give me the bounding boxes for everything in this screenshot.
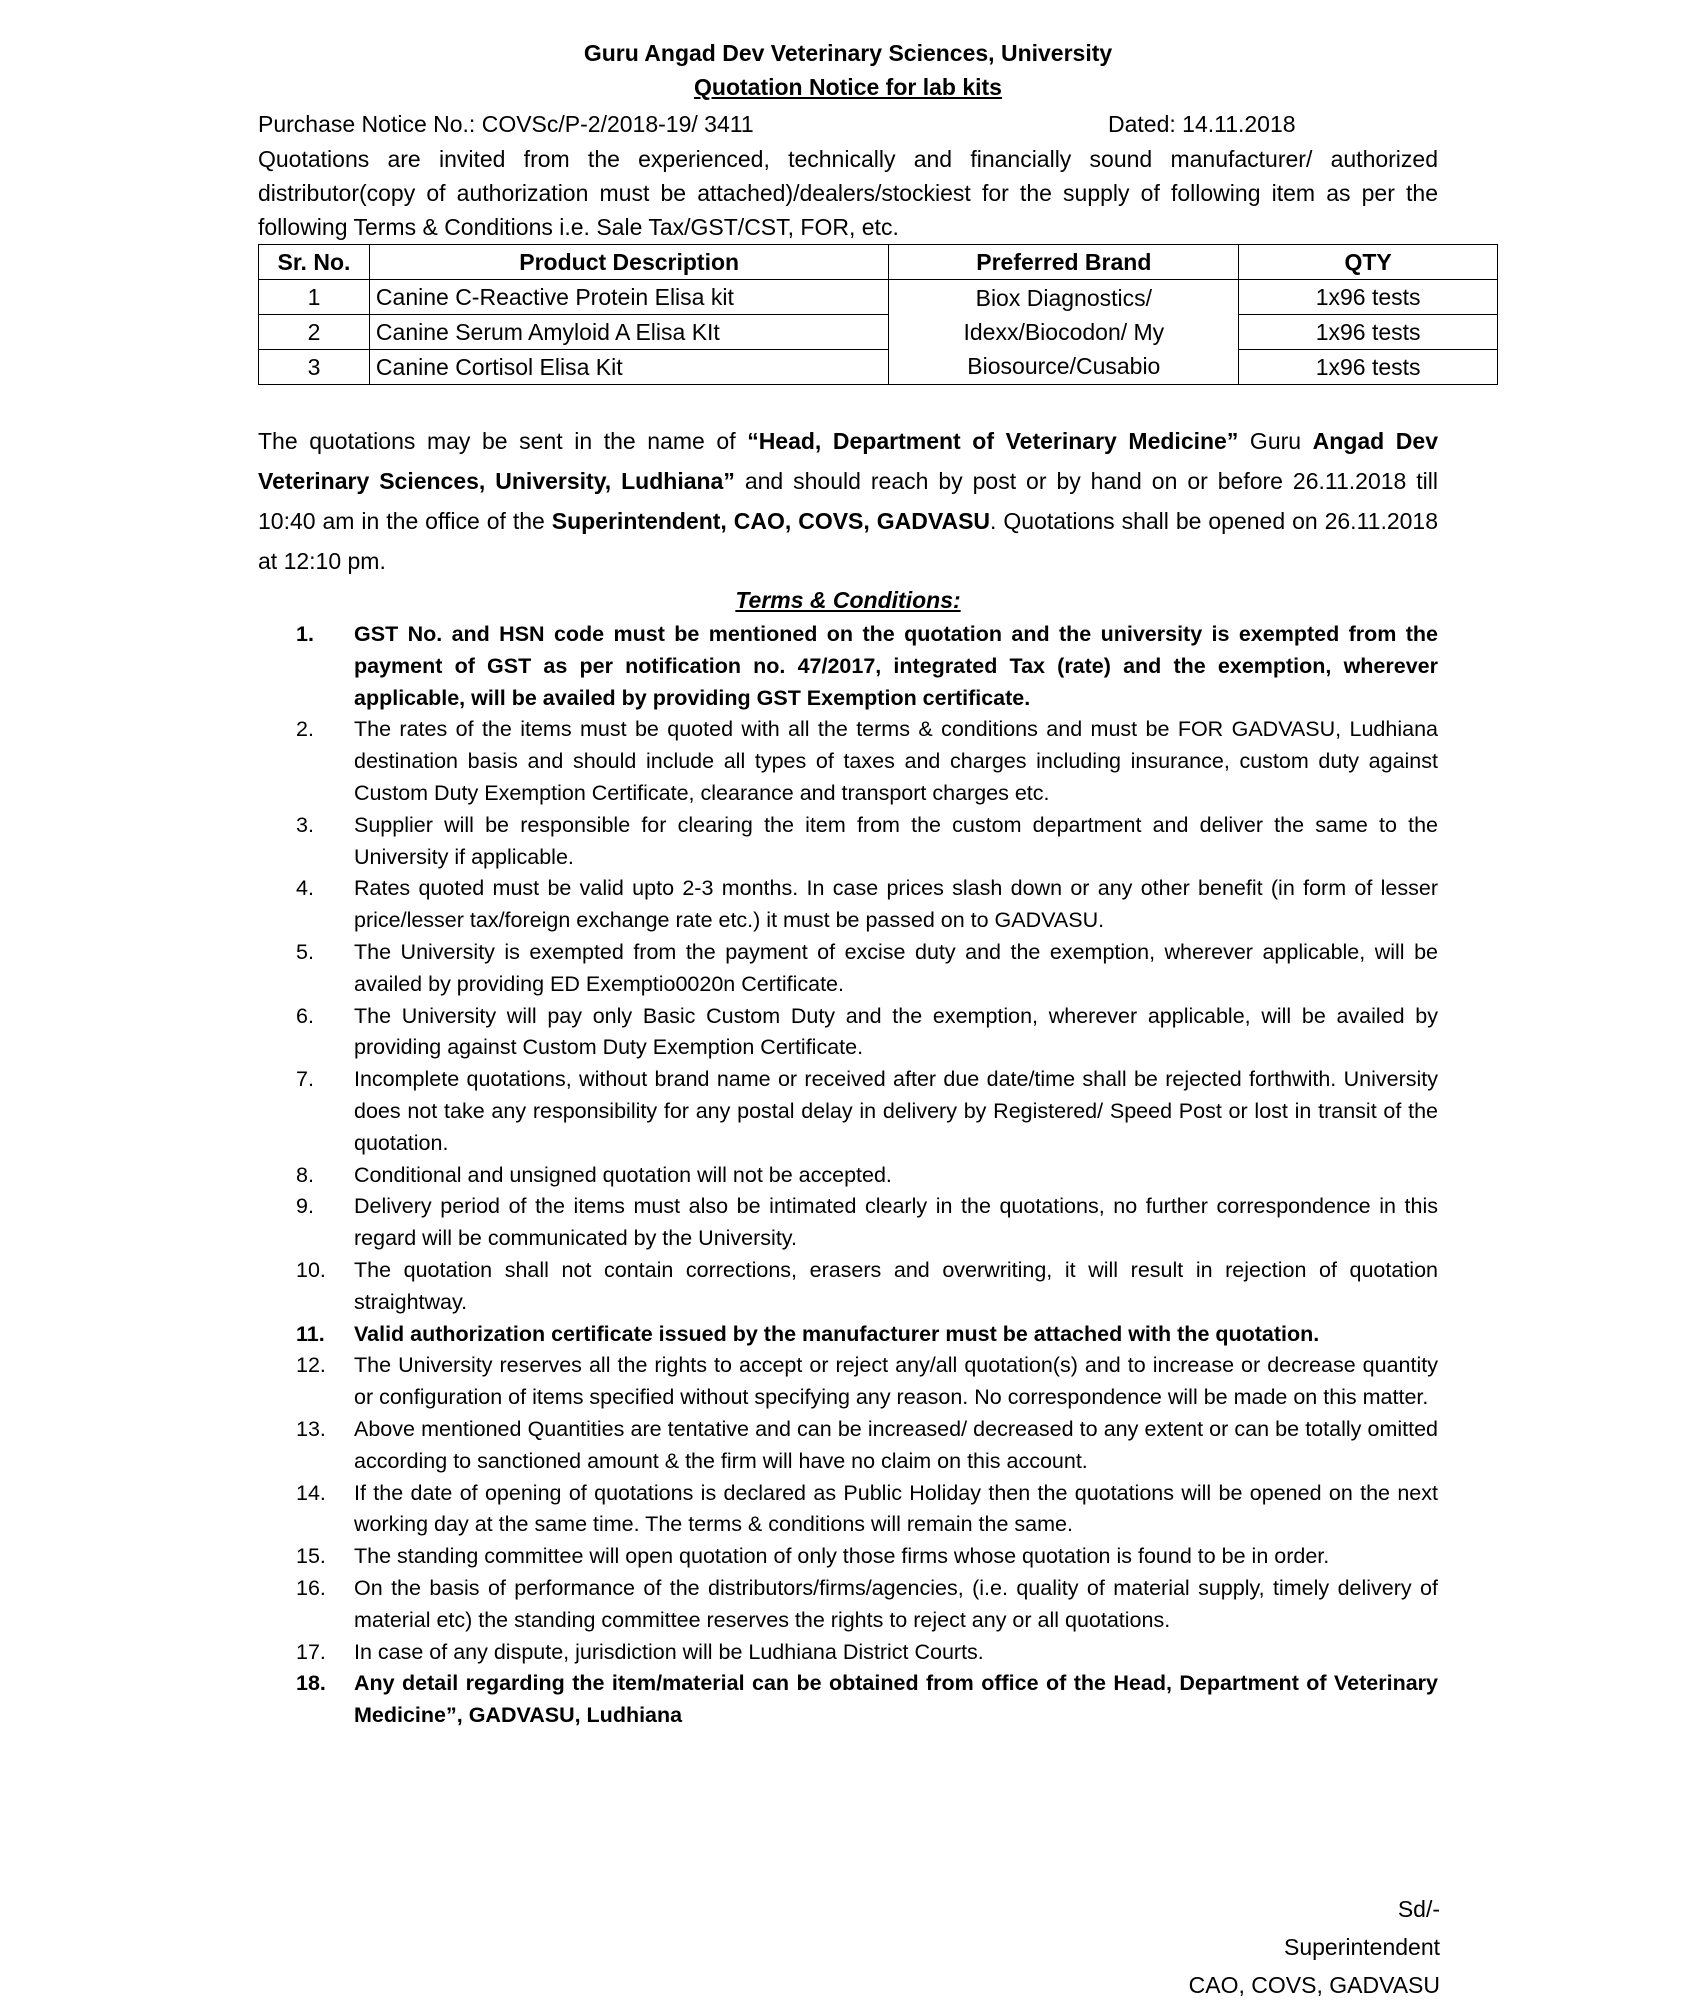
body-bold-text: Superintendent, CAO, COVS, GADVASU — [551, 508, 991, 534]
signature-block — [1100, 1890, 1440, 2004]
table-row — [259, 350, 1498, 385]
terms-item-text: The University is exempted from the payment of excise duty and the exemption, wherever applicable, will be availed by providing ED Exemptio0020n Certificate. — [354, 939, 1438, 996]
terms-item — [258, 1668, 1438, 1732]
col-header-product-description: Product Description — [369, 245, 889, 280]
table-header-row — [259, 245, 1498, 280]
terms-item-number: 3. — [296, 812, 314, 837]
cell-product-description: Canine Serum Amyloid A Elisa KIt — [369, 315, 889, 350]
notice-subtitle: Quotation Notice for lab kits — [694, 74, 1002, 100]
terms-item-text: The University reserves all the rights to accept or reject any/all quotation(s) and to increase or decrease quantity or configuration of items specified without specifying any reason. No correspondence will be made on this matter. — [354, 1353, 1438, 1410]
intro-paragraph: Quotations are invited from the experienced, technically and financially sound manufacturer/ authorized distributor(copy of authorization must be attached)/dealers/stockiest for the supply of following item as per the following Terms & Conditions i.e. Sale Tax/GST/CST, FOR, etc. — [258, 146, 1438, 240]
terms-item — [258, 714, 1438, 809]
terms-item-number: 12. — [296, 1353, 326, 1378]
terms-item — [258, 1319, 1438, 1351]
table-row — [259, 315, 1498, 350]
cell-preferred-brand — [889, 280, 1239, 385]
submission-paragraph — [258, 421, 1438, 581]
signature-office: CAO, COVS, GADVASU — [1188, 1972, 1440, 1998]
cell-qty: 1x96 tests — [1239, 315, 1498, 350]
terms-item-text: Incomplete quotations, without brand name or received after due date/time shall be rejected forthwith. University does not take any responsibility for any postal delay in delivery by Registered/ Speed Post or lost in transit of the quotation. — [354, 1067, 1438, 1155]
terms-item-number: 6. — [296, 1003, 314, 1028]
purchase-notice-number: Purchase Notice No.: COVSc/P-2/2018-19/ 3411 — [258, 111, 754, 137]
university-title: Guru Angad Dev Veterinary Sciences, University — [583, 40, 1113, 66]
document-page — [258, 36, 1438, 1732]
signature-title: Superintendent — [1283, 1934, 1440, 1960]
terms-item-text: GST No. and HSN code must be mentioned on the quotation and the university is exempted from the payment of GST as per notification no. 47/2017, integrated Tax (rate) and the exemption, wherever applicable, will be availed by providing GST Exemption certificate. — [354, 622, 1438, 710]
body-text: and should reach by post or by hand on or before 26.11.2018 till 10:40 am in the office of the — [258, 468, 1438, 534]
terms-item-number: 7. — [296, 1067, 314, 1092]
col-header-qty: QTY — [1239, 245, 1498, 280]
terms-item — [258, 1160, 1438, 1192]
body-text: Guru — [1238, 428, 1313, 454]
cell-qty: 1x96 tests — [1239, 280, 1498, 315]
terms-item-number: 8. — [296, 1162, 314, 1187]
terms-item-text: The standing committee will open quotation of only those firms whose quotation is found to be in order. — [354, 1544, 1330, 1569]
terms-item — [258, 1191, 1438, 1255]
terms-item-text: Above mentioned Quantities are tentative and can be increased/ decreased to any extent or can be totally omitted according to sanctioned amount & the firm will have no claim on this account. — [354, 1416, 1438, 1473]
terms-item — [258, 1255, 1438, 1319]
terms-item — [258, 873, 1438, 937]
cell-product-description: Canine C-Reactive Protein Elisa kit — [369, 280, 889, 315]
terms-item-number: 9. — [296, 1194, 314, 1219]
terms-item — [258, 1573, 1438, 1637]
terms-item — [258, 1414, 1438, 1478]
col-header-preferred-brand: Preferred Brand — [889, 245, 1239, 280]
terms-item-number: 5. — [296, 939, 314, 964]
terms-item — [258, 810, 1438, 874]
cell-qty: 1x96 tests — [1239, 350, 1498, 385]
notice-date: Dated: 14.11.2018 — [1108, 111, 1296, 137]
terms-item — [258, 1637, 1438, 1669]
terms-item — [258, 619, 1438, 714]
terms-item-number: 15. — [296, 1544, 326, 1569]
terms-item — [258, 1001, 1438, 1065]
terms-item-text: The quotation shall not contain corrections, erasers and overwriting, it will result in rejection of quotation straightway. — [354, 1257, 1438, 1314]
terms-item-number: 4. — [296, 876, 314, 901]
table-row — [259, 280, 1498, 315]
terms-item-text: Valid authorization certificate issued by the manufacturer must be attached with the quotation. — [354, 1321, 1320, 1346]
terms-item-text: The rates of the items must be quoted with all the terms & conditions and must be FOR GADVASU, Ludhiana destination basis and should include all types of taxes and charges including insurance, custom duty against Custom Duty Exemption Certificate, clearance and transport charges etc. — [354, 717, 1438, 805]
terms-item — [258, 1064, 1438, 1159]
terms-item-text: In case of any dispute, jurisdiction will be Ludhiana District Courts. — [354, 1639, 984, 1664]
terms-list — [258, 619, 1438, 1732]
cell-sr-no: 2 — [259, 315, 370, 350]
terms-item-number: 18. — [296, 1671, 326, 1696]
terms-item — [258, 937, 1438, 1001]
col-header-sr-no: Sr. No. — [259, 245, 370, 280]
brand-line: Biosource/Cusabio — [967, 353, 1161, 379]
terms-item-number: 1. — [296, 622, 314, 646]
terms-item-number: 16. — [296, 1575, 326, 1600]
terms-item-number: 17. — [296, 1639, 326, 1664]
brand-line: Biox Diagnostics/ — [975, 285, 1153, 311]
signature-sd: Sd/- — [1397, 1896, 1440, 1922]
terms-item — [258, 1478, 1438, 1542]
terms-item-number: 10. — [296, 1257, 326, 1282]
terms-item-number: 2. — [296, 717, 314, 742]
items-table — [258, 244, 1498, 385]
terms-item-text: If the date of opening of quotations is declared as Public Holiday then the quotations will be opened on the next working day at the same time. The terms & conditions will remain the same. — [354, 1480, 1438, 1537]
terms-item — [258, 1350, 1438, 1414]
terms-heading: Terms & Conditions: — [735, 587, 961, 613]
terms-item-number: 11. — [296, 1321, 325, 1346]
cell-product-description: Canine Cortisol Elisa Kit — [369, 350, 889, 385]
terms-item-number: 14. — [296, 1480, 326, 1505]
cell-sr-no: 3 — [259, 350, 370, 385]
notice-info-row — [258, 106, 1438, 142]
terms-item-text: The University will pay only Basic Custom Duty and the exemption, wherever applicable, will be availed by providing against Custom Duty Exemption Certificate. — [354, 1003, 1438, 1060]
body-bold-text: “Head, Department of Veterinary Medicine” — [747, 428, 1239, 454]
terms-item-number: 13. — [296, 1416, 326, 1441]
terms-item-text: Delivery period of the items must also be intimated clearly in the quotations, no further correspondence in this regard will be communicated by the University. — [354, 1194, 1438, 1251]
terms-item-text: Conditional and unsigned quotation will not be accepted. — [354, 1162, 892, 1187]
terms-item-text: Supplier will be responsible for clearing the item from the custom department and deliver the same to the University if applicable. — [354, 812, 1438, 869]
terms-item-text: On the basis of performance of the distributors/firms/agencies, (i.e. quality of material supply, timely delivery of material etc) the standing committee reserves the rights to reject any or all quotations. — [354, 1575, 1438, 1632]
terms-item-text: Any detail regarding the item/material can be obtained from office of the Head, Department of Veterinary Medicine”, GADVASU, Ludhiana — [354, 1671, 1438, 1728]
cell-sr-no: 1 — [259, 280, 370, 315]
body-text: The quotations may be sent in the name of — [258, 428, 748, 454]
terms-item-text: Rates quoted must be valid upto 2-3 months. In case prices slash down or any other benefit (in form of lesser price/lesser tax/foreign exchange rate etc.) it must be passed on to GADVASU. — [354, 876, 1438, 933]
body-bold-text: Angad Dev Veterinary Sciences, University, Ludhiana” — [258, 428, 1438, 494]
terms-item — [258, 1541, 1438, 1573]
brand-line: Idexx/Biocodon/ My — [963, 319, 1165, 345]
body-text: . Quotations shall be opened on 26.11.2018 at 12:10 pm. — [258, 508, 1439, 574]
